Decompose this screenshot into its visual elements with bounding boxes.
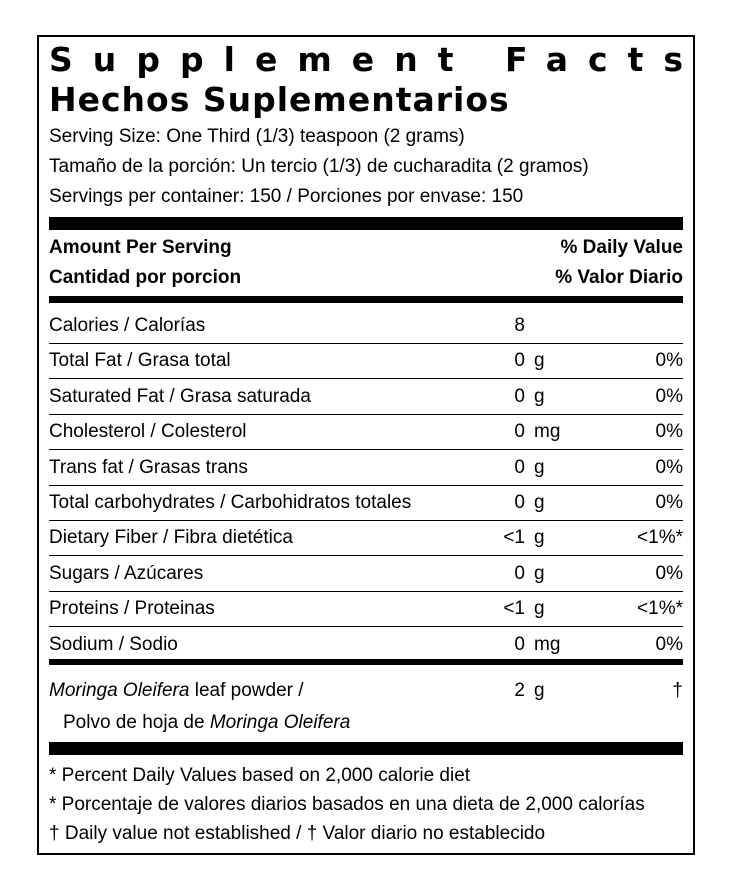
servings-per-container: Servings per container: 150 / Porciones por envase: 150 xyxy=(49,186,524,207)
nutrient-label: Proteins / Proteinas xyxy=(49,598,215,620)
nutrient-label: Total Fat / Grasa total xyxy=(49,350,231,372)
nutrient-daily-value: 0% xyxy=(655,562,683,584)
nutrient-amount: 0 xyxy=(514,562,525,584)
serving-size-es: Tamaño de la porción: Un tercio (1/3) de cucharadita (2 gramos) xyxy=(49,156,589,177)
nutrient-label: Cholesterol / Colesterol xyxy=(49,421,247,443)
nutrient-unit: g xyxy=(534,598,545,620)
valor-diario-label: % Valor Diario xyxy=(555,267,683,288)
nutrient-daily-value: 0% xyxy=(655,421,683,443)
nutrient-daily-value: 0% xyxy=(655,492,683,513)
ingredient-row xyxy=(49,673,683,708)
nutrient-unit: mg xyxy=(534,633,561,655)
nutrient-row xyxy=(49,450,683,486)
nutrient-daily-value: 0% xyxy=(655,456,683,478)
nutrient-amount: 0 xyxy=(514,385,525,407)
title-english xyxy=(49,40,704,79)
nutrient-label: Sodium / Sodio xyxy=(49,633,178,655)
nutrient-daily-value: <1%* xyxy=(637,527,683,549)
header-row-es xyxy=(49,266,683,290)
amount-per-serving-label: Amount Per Serving xyxy=(49,237,232,258)
ingredient-name: Moringa Oleifera leaf powder / xyxy=(49,680,304,701)
footnote-2: * Porcentaje de valores diarios basados en una dieta de 2,000 calorías xyxy=(49,794,645,815)
nutrient-label: Total carbohydrates / Carbohidratos totales xyxy=(49,492,412,513)
nutrient-row xyxy=(49,591,683,627)
ingredient-name-es: Polvo de hoja de Moringa Oleifera xyxy=(63,712,351,733)
nutrient-row xyxy=(49,343,683,379)
thick-divider-bottom xyxy=(49,742,683,755)
thick-divider-header xyxy=(49,296,683,303)
nutrient-daily-value: 0% xyxy=(655,633,683,655)
supplement-facts-panel xyxy=(37,35,704,855)
nutrient-label: Calories / Calorías xyxy=(49,315,206,336)
nutrient-amount: 0 xyxy=(514,421,525,443)
nutrient-row xyxy=(49,379,683,415)
serving-size-en: Serving Size: One Third (1/3) teaspoon (2 grams) xyxy=(49,126,465,147)
nutrient-amount: <1 xyxy=(503,527,525,549)
nutrient-row xyxy=(49,308,683,344)
nutrient-amount: 0 xyxy=(514,456,525,478)
nutrient-label: Trans fat / Grasas trans xyxy=(49,456,248,478)
ingredient-dv: † xyxy=(672,680,683,701)
nutrient-unit: g xyxy=(534,385,545,407)
footnote-3: † Daily value not established / † Valor diario no establecido xyxy=(49,823,546,844)
nutrient-row xyxy=(49,520,683,556)
nutrient-unit: g xyxy=(534,456,545,478)
ingredient-amount: 2 xyxy=(514,680,525,701)
nutrient-daily-value: <1%* xyxy=(637,598,683,620)
nutrient-daily-value: 0% xyxy=(655,350,683,372)
nutrient-amount: 8 xyxy=(514,315,525,336)
nutrient-unit: mg xyxy=(534,421,561,443)
nutrient-unit: g xyxy=(534,492,545,513)
nutrient-row xyxy=(49,485,683,521)
footnote-1: * Percent Daily Values based on 2,000 calorie diet xyxy=(49,765,471,786)
nutrient-label: Sugars / Azúcares xyxy=(49,562,204,584)
nutrient-amount: 0 xyxy=(514,350,525,372)
nutrient-row xyxy=(49,414,683,450)
nutrient-amount: 0 xyxy=(514,633,525,655)
daily-value-label: % Daily Value xyxy=(560,237,683,258)
nutrient-label: Dietary Fiber / Fibra dietética xyxy=(49,527,293,549)
nutrient-label: Saturated Fat / Grasa saturada xyxy=(49,385,311,407)
thick-divider-top xyxy=(49,217,683,230)
nutrient-daily-value: 0% xyxy=(655,385,683,407)
nutrient-unit: g xyxy=(534,527,545,549)
nutrient-unit: g xyxy=(534,350,545,372)
nutrient-amount: <1 xyxy=(503,598,525,620)
cantidad-label: Cantidad por porcion xyxy=(49,267,242,288)
nutrient-row xyxy=(49,556,683,592)
ingredient-unit: g xyxy=(534,680,545,701)
nutrient-amount: 0 xyxy=(514,492,525,513)
title-english-text: Supplement Facts xyxy=(49,40,704,79)
header-row-en xyxy=(49,236,683,260)
thick-divider-ingredient xyxy=(49,659,683,665)
nutrient-row xyxy=(49,627,683,662)
nutrient-unit: g xyxy=(534,562,545,584)
title-spanish: Hechos Suplementarios xyxy=(49,80,510,119)
